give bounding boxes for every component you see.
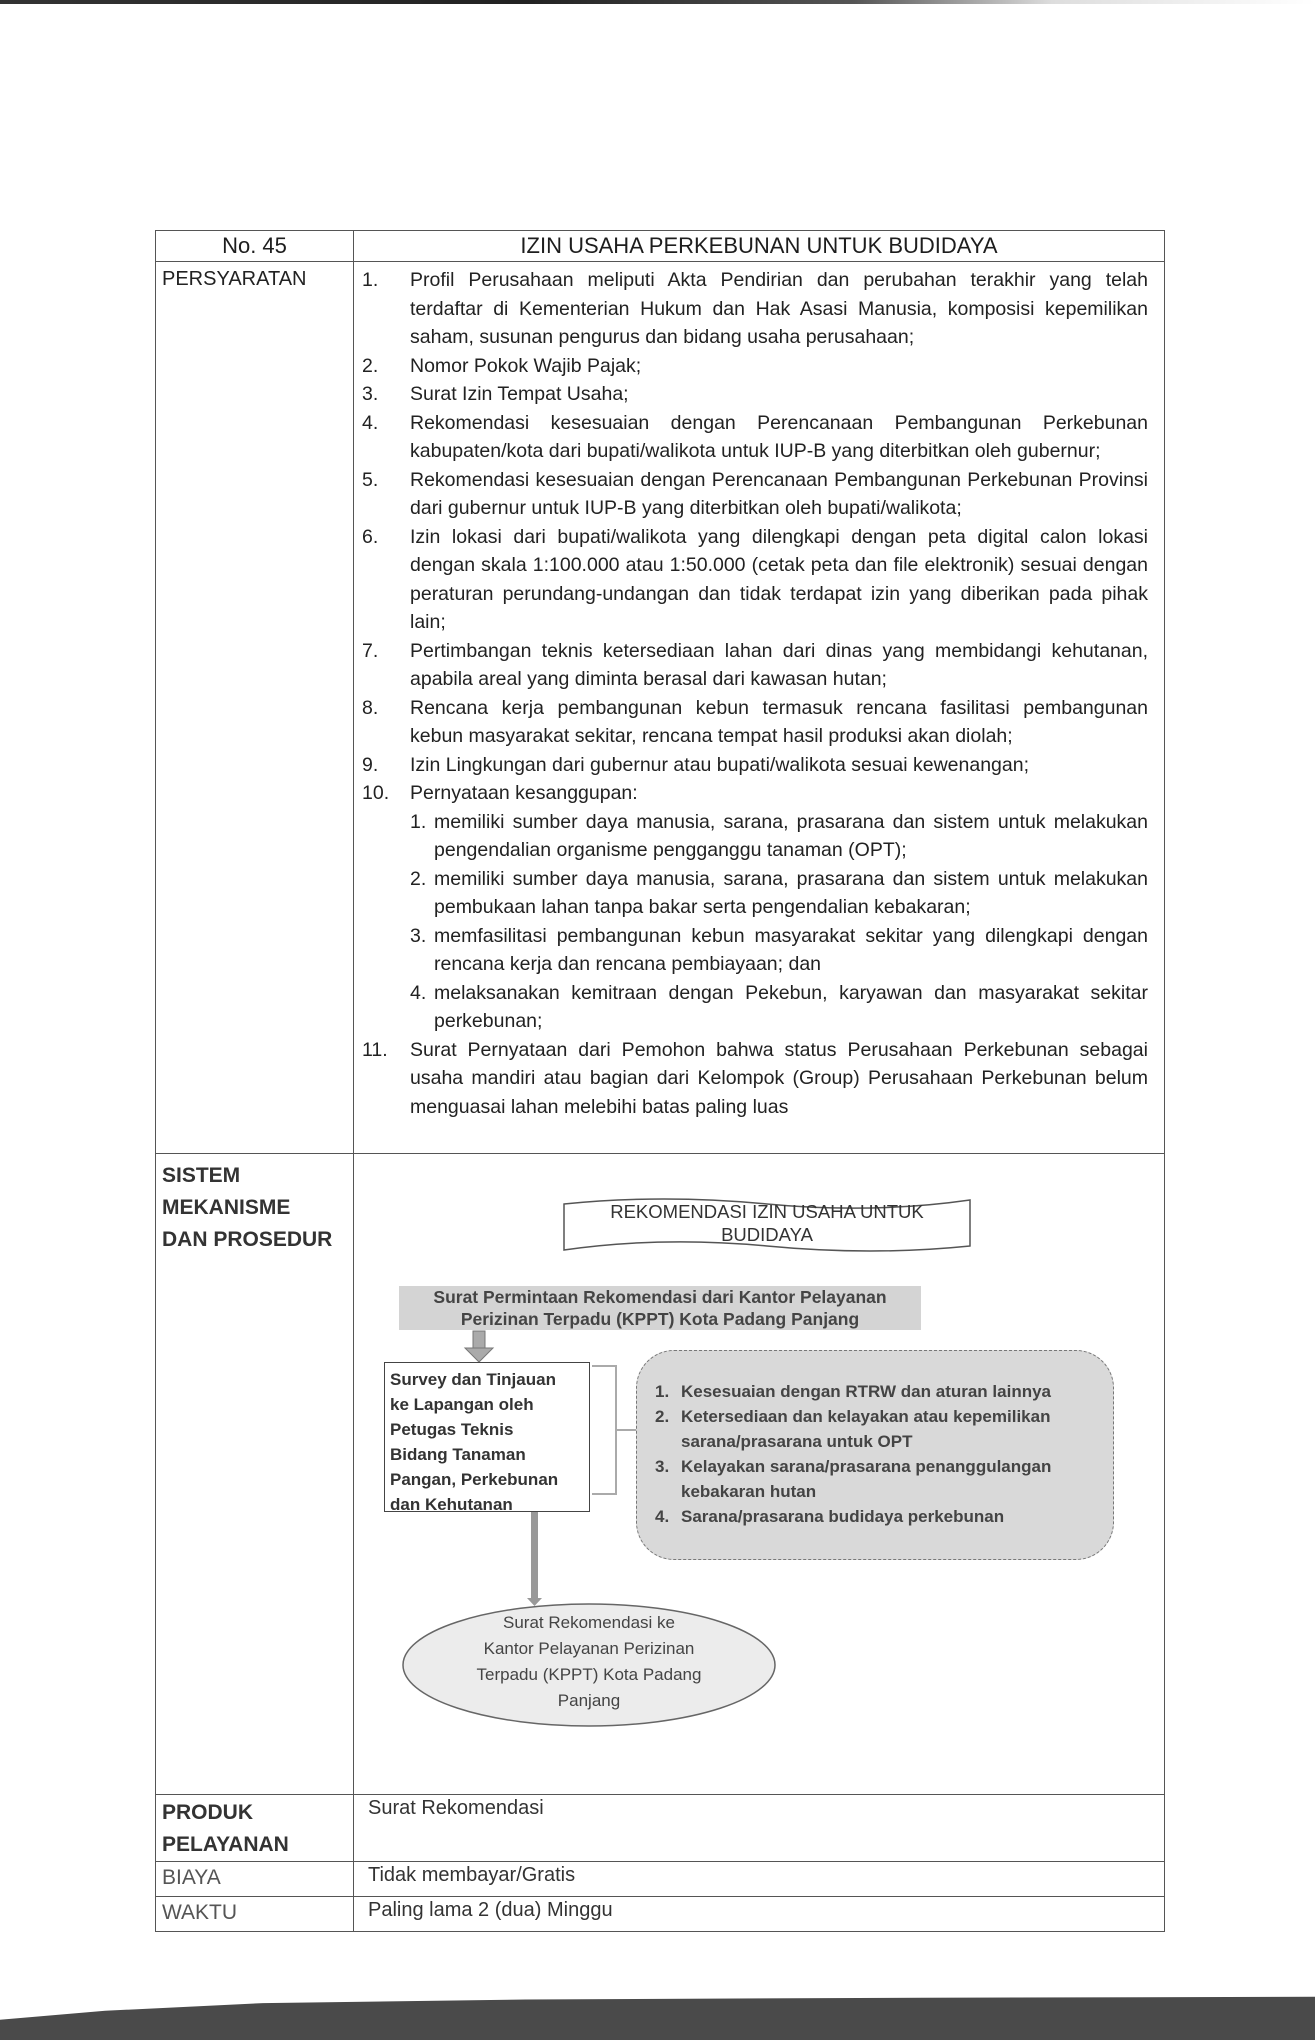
waktu-row	[156, 1897, 1165, 1932]
requirement-item	[362, 1036, 1148, 1122]
item-number: 9.	[362, 753, 379, 776]
service-title: IZIN USAHA PERKEBUNAN UNTUK BUDIDAYA	[354, 231, 1165, 262]
requirement-item	[362, 779, 1148, 1036]
service-table	[155, 230, 1165, 1932]
result-text	[459, 1610, 719, 1714]
criteria-item	[655, 1379, 1099, 1404]
item-text: Rekomendasi kesesuaian dengan Perencanaan Pembangunan Perkebunan kabupaten/kota dari bupati/walikota untuk IUP-B yang diterbitkan oleh gubernur;	[410, 411, 1148, 462]
item-text: Izin Lingkungan dari gubernur atau bupati/walikota sesuai kewenangan;	[410, 753, 1030, 776]
item-number: 2.	[362, 354, 379, 377]
criteria-item	[655, 1504, 1099, 1529]
sub-requirement-item	[410, 979, 1148, 1036]
flowchart-cell	[354, 1154, 1165, 1795]
sub-item-text: memiliki sumber daya manusia, sarana, prasarana dan sistem untuk melakukan pembukaan lahan tanpa bakar serta pengendalian kebakaran;	[434, 867, 1148, 918]
criteria-box	[636, 1350, 1114, 1560]
arrow-down-icon	[465, 1331, 493, 1362]
produk-label	[156, 1795, 354, 1862]
scan-bottom-edge	[0, 1995, 1315, 2040]
waktu-label: WAKTU	[156, 1897, 354, 1932]
label-line: DAN PROSEDUR	[162, 1228, 333, 1251]
requirement-item	[362, 266, 1148, 352]
criteria-text: Kesesuaian dengan RTRW dan aturan lainnya	[681, 1382, 1051, 1401]
item-text: Surat Pernyataan dari Pemohon bahwa status Perusahaan Perkebunan sebagai usaha mandiri atau bagian dari Kelompok (Group) Perusahaan Perkebunan belum menguasai lahan melebihi batas paling luas	[410, 1038, 1148, 1118]
sub-requirement-item	[410, 922, 1148, 979]
requirement-item	[362, 751, 1148, 780]
sub-requirements-list	[410, 808, 1148, 1036]
criteria-number: 2.	[655, 1407, 670, 1426]
request-line: Perizinan Terpadu (KPPT) Kota Padang Panjang	[460, 1309, 860, 1329]
survey-line: Petugas Teknis	[390, 1420, 514, 1439]
survey-line: Survey dan Tinjauan	[390, 1370, 556, 1389]
item-number: 8.	[362, 696, 379, 719]
survey-line: ke Lapangan oleh	[390, 1395, 534, 1414]
requirement-item	[362, 409, 1148, 466]
requirement-item	[362, 637, 1148, 694]
requirement-item	[362, 523, 1148, 637]
persyaratan-label: PERSYARATAN	[156, 262, 354, 1154]
survey-line: Bidang Tanaman	[390, 1445, 526, 1464]
sub-requirement-item	[410, 808, 1148, 865]
requirements-list	[354, 262, 1165, 1154]
criteria-number: 3.	[655, 1457, 670, 1476]
survey-line: Pangan, Perkebunan	[390, 1470, 559, 1489]
sub-item-number: 2.	[410, 867, 427, 890]
label-line: MEKANISME	[162, 1196, 291, 1219]
biaya-value: Tidak membayar/Gratis	[354, 1862, 1165, 1897]
sub-item-number: 1.	[410, 810, 427, 833]
item-text: Pertimbangan teknis ketersediaan lahan dari dinas yang membidangi kehutanan, apabila areal yang diminta berasal dari kawasan hutan;	[410, 639, 1148, 690]
result-line: Kantor Pelayanan Perizinan	[483, 1639, 695, 1658]
sub-item-text: melaksanakan kemitraan dengan Pekebun, karyawan dan masyarakat sekitar perkebunan;	[434, 981, 1148, 1032]
bracket-connector-icon	[592, 1366, 636, 1494]
criteria-item	[655, 1404, 1099, 1454]
item-text: Surat Izin Tempat Usaha;	[410, 383, 629, 405]
banner-line: BUDIDAYA	[721, 1224, 813, 1245]
item-text: Rencana kerja pembangunan kebun termasuk rencana fasilitasi pembangunan kebun masyarakat sekitar, rencana tempat hasil produksi akan diolah;	[410, 696, 1148, 747]
banner-line: REKOMENDASI IZIN USAHA UNTUK	[610, 1201, 924, 1222]
produk-value: Surat Rekomendasi	[354, 1795, 1165, 1862]
item-text: Profil Perusahaan meliputi Akta Pendirian dan perubahan terakhir yang telah terdaftar di Kementerian Hukum dan Hak Asasi Manusia, komposisi kepemilikan saham, susunan pengurus dan bidang usaha perusahaan;	[410, 269, 1148, 348]
result-line: Terpadu (KPPT) Kota Padang	[476, 1665, 702, 1684]
item-number: 10.	[362, 782, 390, 804]
survey-line: dan Kehutanan	[390, 1495, 513, 1514]
item-text: Pernyataan kesanggupan:	[410, 782, 638, 804]
arrow-down-long-icon	[527, 1512, 542, 1606]
result-line: Panjang	[557, 1691, 621, 1710]
header-row	[156, 231, 1165, 262]
item-text: Nomor Pokok Wajib Pajak;	[410, 354, 642, 377]
label-line: PELAYANAN	[162, 1833, 289, 1856]
requirement-item	[362, 380, 1148, 409]
sub-item-number: 4.	[410, 981, 427, 1004]
waktu-value: Paling lama 2 (dua) Minggu	[354, 1897, 1165, 1932]
item-number: 1.	[362, 269, 379, 291]
requirement-item	[362, 352, 1148, 381]
sub-item-number: 3.	[410, 924, 427, 947]
persyaratan-row	[156, 262, 1165, 1154]
procedure-flowchart	[354, 1154, 1166, 1794]
requirement-item	[362, 694, 1148, 751]
criteria-text: Sarana/prasarana budidaya perkebunan	[681, 1507, 1005, 1526]
produk-row	[156, 1795, 1165, 1862]
criteria-text: Ketersediaan dan kelayakan atau kepemilikan sarana/prasarana untuk OPT	[681, 1407, 1051, 1451]
criteria-number: 4.	[655, 1507, 670, 1526]
sistem-row	[156, 1154, 1165, 1795]
item-number: 7.	[362, 639, 379, 662]
criteria-number: 1.	[655, 1382, 670, 1401]
item-number: 3.	[362, 383, 379, 405]
item-number: 4.	[362, 411, 379, 434]
sub-item-text: memiliki sumber daya manusia, sarana, prasarana dan sistem untuk melakukan pengendalian organisme pengganggu tanaman (OPT);	[434, 810, 1148, 861]
sistem-label	[156, 1154, 354, 1795]
request-line: Surat Permintaan Rekomendasi dari Kantor Pelayanan	[433, 1287, 887, 1307]
item-number: 5.	[362, 468, 379, 491]
result-line: Surat Rekomendasi ke	[503, 1613, 675, 1632]
item-number: 6.	[362, 525, 379, 548]
label-line: SISTEM	[162, 1164, 241, 1187]
survey-box	[384, 1362, 590, 1512]
biaya-label: BIAYA	[156, 1862, 354, 1897]
item-number: 11.	[362, 1038, 388, 1061]
criteria-text: Kelayakan sarana/prasarana penanggulangan kebakaran hutan	[681, 1457, 1052, 1501]
item-text: Rekomendasi kesesuaian dengan Perencanaan Pembangunan Perkebunan Provinsi dari gubernur untuk IUP-B yang diterbitkan oleh bupati/walikota;	[410, 468, 1148, 519]
item-text: Izin lokasi dari bupati/walikota yang dilengkapi dengan peta digital calon lokasi dengan skala 1:100.000 atau 1:50.000 (cetak peta dan file elektronik) sesuai dengan peraturan perundang-undangan dan tidak terdapat izin yang diberikan pada pihak lain;	[410, 525, 1148, 633]
scan-top-edge	[0, 0, 1315, 4]
biaya-row	[156, 1862, 1165, 1897]
sub-requirement-item	[410, 865, 1148, 922]
criteria-item	[655, 1454, 1099, 1504]
service-number: No. 45	[156, 231, 354, 262]
sub-item-text: memfasilitasi pembangunan kebun masyarakat sekitar yang dilengkapi dengan rencana kerja dan rencana pembiayaan; dan	[434, 924, 1148, 975]
requirement-item	[362, 466, 1148, 523]
label-line: PRODUK	[162, 1801, 254, 1824]
